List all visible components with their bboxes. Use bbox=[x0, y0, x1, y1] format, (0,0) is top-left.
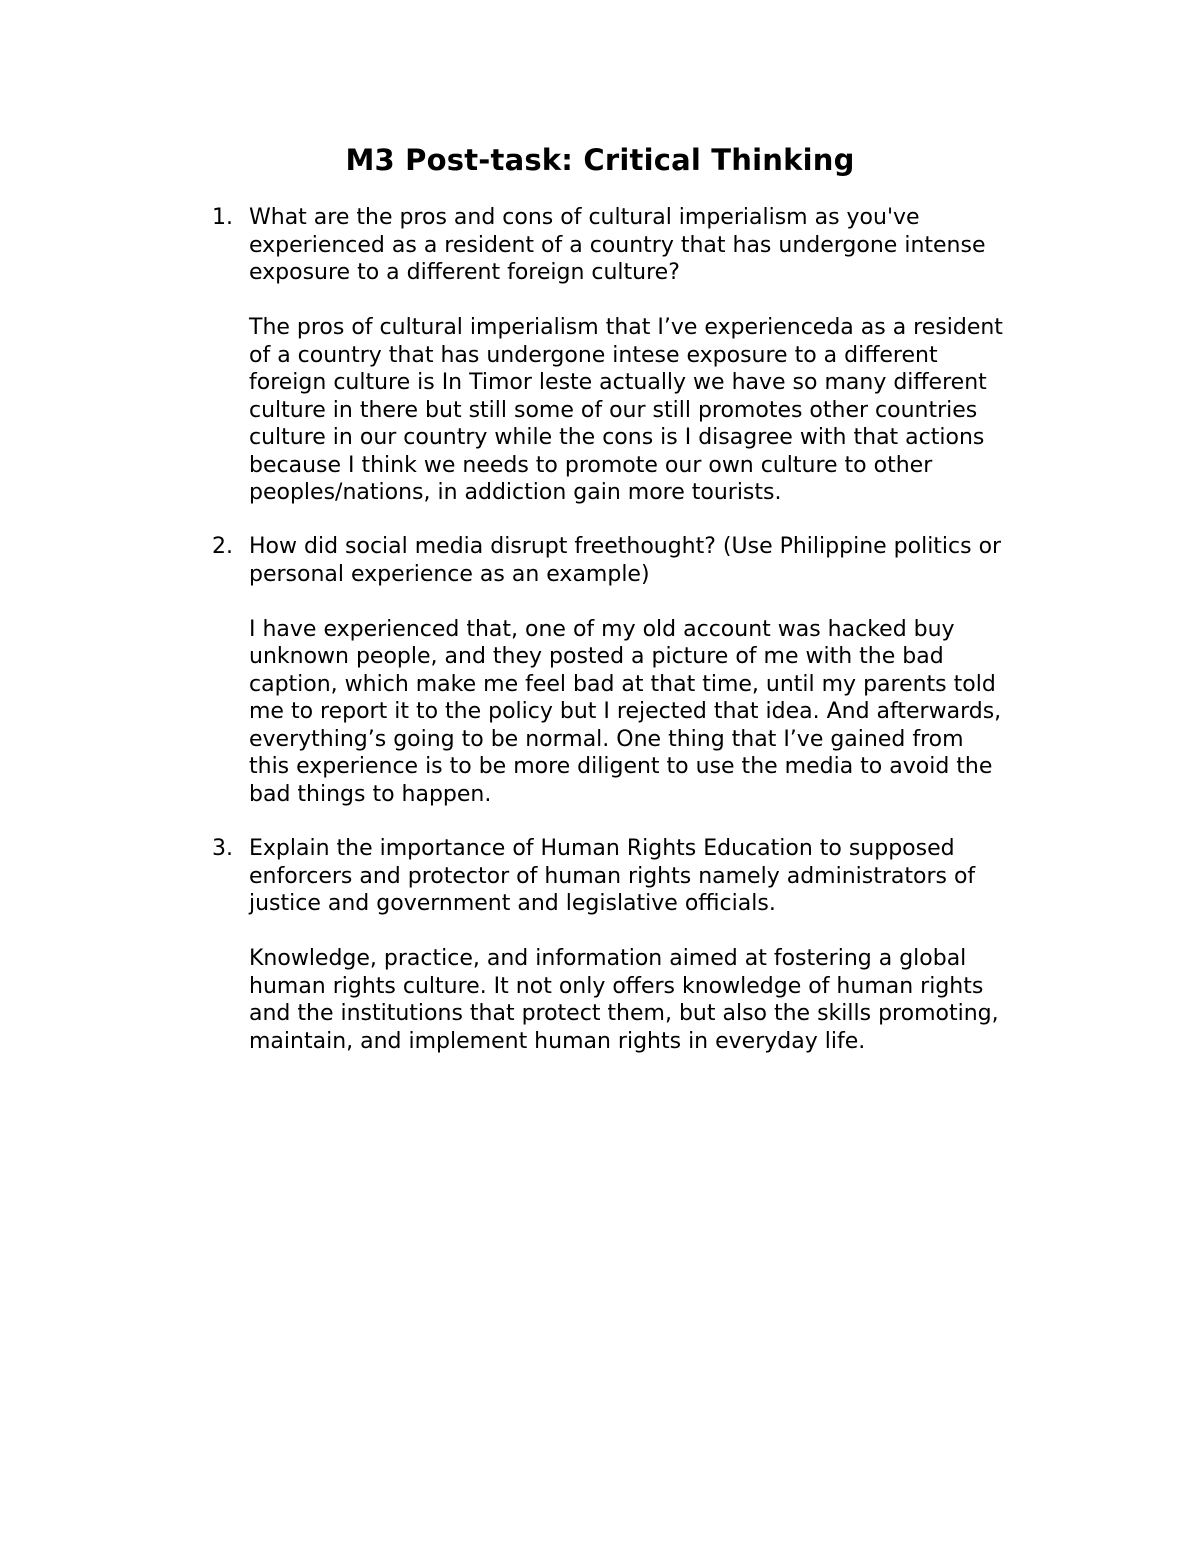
question-text: What are the pros and cons of cultural imperialism as you've experienced as a resident of a country that has undergone intense exposure to a different foreign culture? bbox=[249, 205, 986, 285]
question-text: Explain the importance of Human Rights Education to supposed enforcers and protector of human rights namely administrators of justice and government and legislative officials. bbox=[249, 836, 976, 916]
question-number: 3. bbox=[212, 836, 233, 861]
answer-text: The pros of cultural imperialism that I’ve experienceda as a resident of a country that has undergone intese exposure to a different foreign culture is In Timor leste actually we have so many different culture in there but still some of our still promotes other countries culture in our country while the cons is I disagree with that actions because I think we needs to promote our own culture to other peoples/nations, in addiction gain more tourists. bbox=[249, 315, 1003, 505]
question-number: 2. bbox=[212, 534, 233, 559]
question-number: 1. bbox=[212, 205, 233, 230]
answer-text: I have experienced that, one of my old account was hacked buy unknown people, and they posted a picture of me with the bad caption, which make me feel bad at that time, until my parents told me to report it to the policy but I rejected that idea. And afterwards, everything’s going to be normal. One thing that I’ve gained from this experience is to be more diligent to use the media to avoid the bad things to happen. bbox=[249, 616, 1002, 807]
question-item-2 bbox=[212, 533, 1072, 808]
question-item-1 bbox=[212, 204, 1072, 507]
question-item-3 bbox=[212, 835, 1072, 1055]
answer-text: Knowledge, practice, and information aimed at fostering a global human rights culture. It not only offers knowledge of human rights and the institutions that protect them, but also the skills promoting, maintain, and implement human rights in everyday life. bbox=[249, 946, 999, 1054]
question-text: How did social media disrupt freethought? (Use Philippine politics or personal experience as an example) bbox=[249, 534, 1002, 587]
document-title: M3 Post-task: Critical Thinking bbox=[345, 143, 855, 177]
